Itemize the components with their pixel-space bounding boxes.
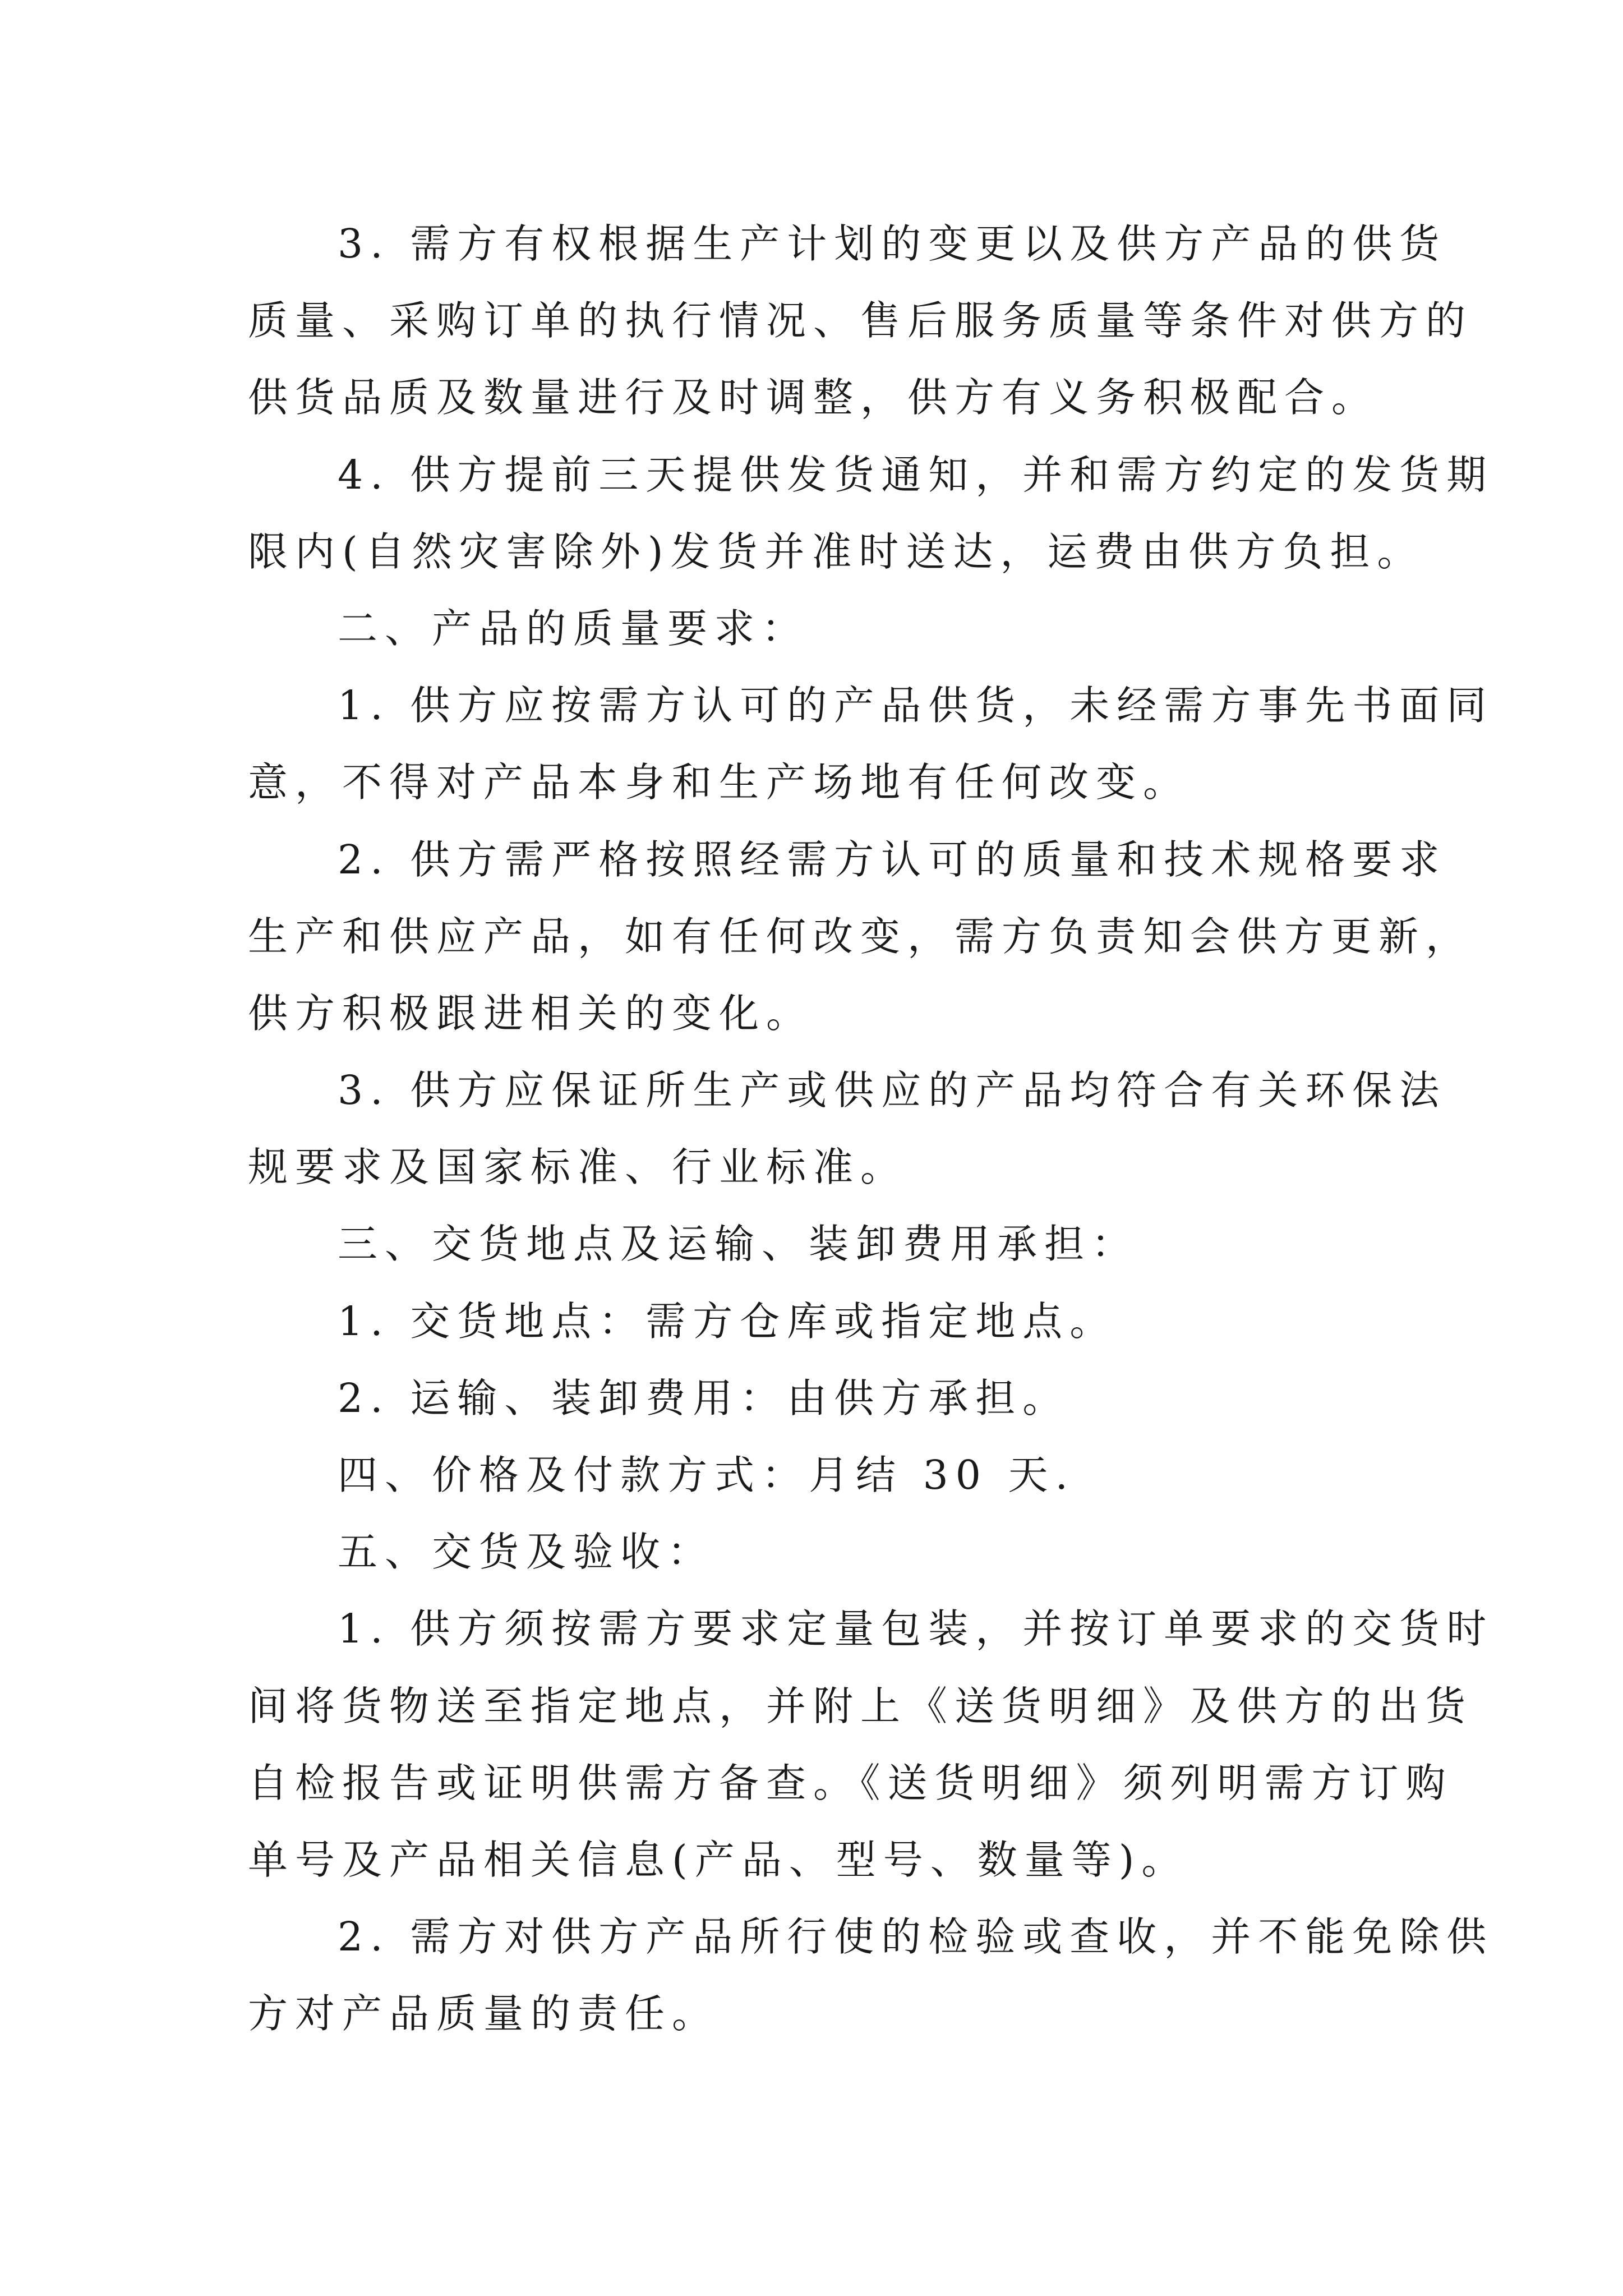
clause-line: 供货品质及数量进行及时调整，供方有义务积极配合。 <box>248 374 1379 421</box>
clause-line: 3. 需方有权根据生产计划的变更以及供方产品的供货 <box>338 220 1447 267</box>
clause-line: 规要求及国家标准、行业标准。 <box>248 1144 908 1191</box>
clause-line: 1. 供方须按需方要求定量包装，并按订单要求的交货时 <box>338 1605 1494 1653</box>
clause-line: 3. 供方应保证所生产或供应的产品均符合有关环保法 <box>338 1067 1447 1114</box>
clause-line: 意，不得对产品本身和生产场地有任何改变。 <box>248 759 1191 806</box>
section-heading: 四、价格及付款方式：月结 30 天. <box>338 1452 1076 1498</box>
clause-line: 1. 交货地点：需方仓库或指定地点。 <box>338 1297 1117 1345</box>
clause-line: 单号及产品相关信息(产品、型号、数量等)。 <box>248 1836 1189 1883</box>
clause-line: 4. 供方提前三天提供发货通知，并和需方约定的发货期 <box>338 451 1494 498</box>
clause-line: 供方积极跟进相关的变化。 <box>248 990 814 1037</box>
clause-line: 2. 需方对供方产品所行使的检验或查收，并不能免除供 <box>338 1913 1494 1961</box>
clause-line: 2. 供方需严格按照经需方认可的质量和技术规格要求 <box>338 836 1447 883</box>
section-heading: 三、交货地点及运输、装卸费用承担： <box>338 1221 1139 1268</box>
clause-line: 限内(自然灾害除外)发货并准时送达，运费由供方负担。 <box>248 528 1424 575</box>
document-body <box>248 205 1494 2053</box>
clause-line: 间将货物送至指定地点，并附上《送货明细》及供方的出货 <box>248 1682 1473 1729</box>
clause-line: 1. 供方应按需方认可的产品供货，未经需方事先书面同 <box>338 682 1494 729</box>
clause-line: 自检报告或证明供需方备查。《送货明细》须列明需方订购 <box>248 1759 1453 1806</box>
clause-line: 质量、采购订单的执行情况、售后服务质量等条件对供方的 <box>248 297 1473 344</box>
section-heading: 二、产品的质量要求： <box>338 605 809 652</box>
clause-line: 生产和供应产品，如有任何改变，需方负责知会供方更新， <box>248 913 1473 960</box>
section-heading: 五、交货及验收： <box>338 1529 715 1576</box>
clause-line: 方对产品质量的责任。 <box>248 1990 720 2037</box>
clause-line: 2. 运输、装卸费用：由供方承担。 <box>338 1374 1070 1421</box>
